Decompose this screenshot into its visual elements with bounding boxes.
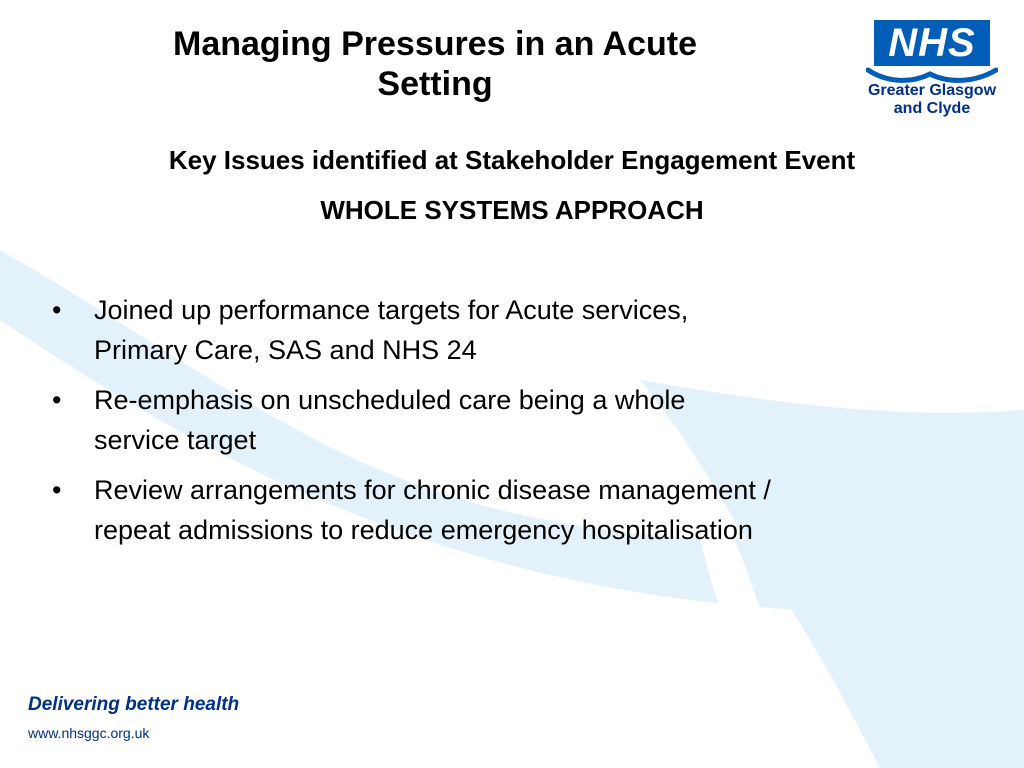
- footer-tagline: Delivering better health: [28, 694, 240, 715]
- nhs-ggc-logo: [858, 20, 1006, 124]
- nhs-logo-mark: NHS: [874, 20, 990, 66]
- logo-org-line-1: Greater Glasgow: [867, 82, 997, 99]
- bullet-dot: •: [52, 475, 62, 505]
- bullet-text-line: Review arrangements for chronic disease management /: [94, 475, 771, 505]
- bullet-dot: •: [52, 385, 62, 415]
- section-heading: Key Issues identified at Stakeholder Engagement Event: [168, 145, 856, 175]
- bullet-item: [52, 380, 972, 460]
- bullet-text-line: repeat admissions to reduce emergency hospitalisation: [94, 515, 753, 545]
- bullet-text-line: Joined up performance targets for Acute services,: [94, 295, 689, 325]
- bullet-dot: •: [52, 295, 62, 325]
- bullet-text-line: Primary Care, SAS and NHS 24: [94, 335, 477, 365]
- bullet-item: [52, 290, 972, 370]
- slide-title-line-1: Managing Pressures in an Acute: [173, 25, 697, 63]
- logo-org-name: [858, 82, 1006, 118]
- bullet-text-line: service target: [94, 425, 257, 455]
- logo-org-line-2: and Clyde: [893, 100, 971, 117]
- slide-title-line-2: Setting: [377, 65, 493, 103]
- slide-title: [100, 24, 770, 104]
- bullet-text-line: Re-emphasis on unscheduled care being a whole: [94, 385, 686, 415]
- footer-url-link[interactable]: www.nhsggc.org.uk: [28, 725, 150, 741]
- bullet-list: [52, 290, 972, 560]
- section-subheading: WHOLE SYSTEMS APPROACH: [320, 195, 704, 225]
- bullet-item: [52, 470, 972, 550]
